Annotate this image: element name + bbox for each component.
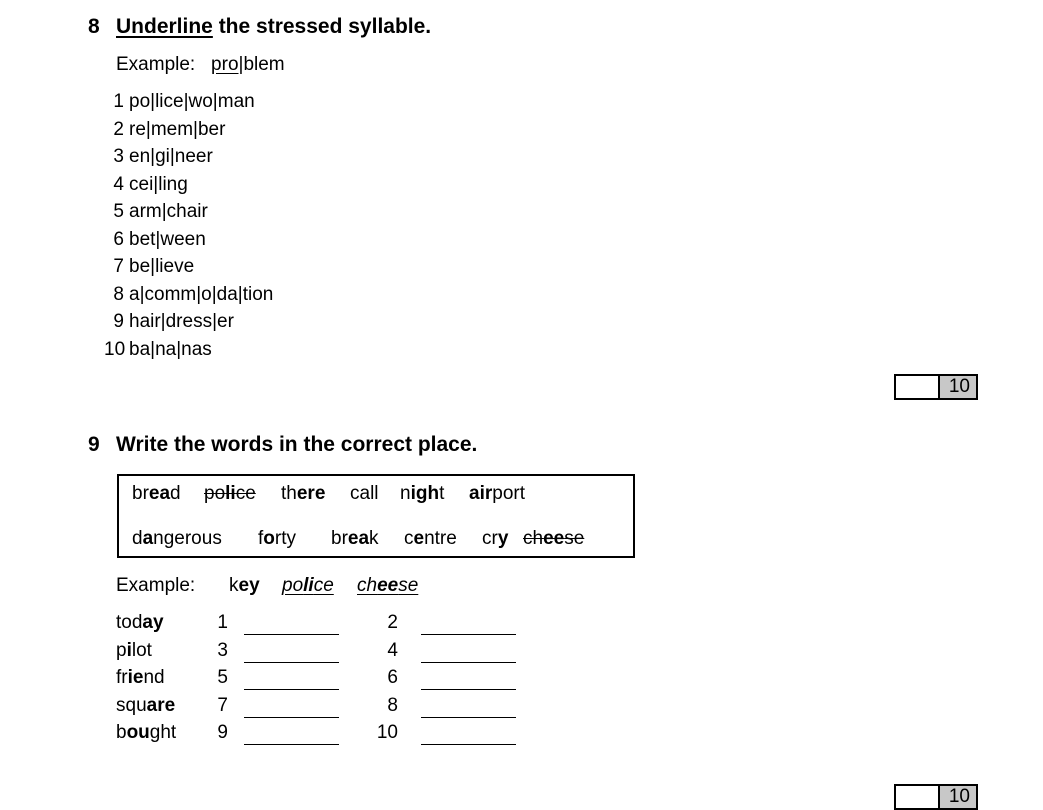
example-stressed: pro — [211, 54, 239, 75]
word-pre: b — [116, 722, 127, 743]
list-item — [104, 91, 404, 113]
word-bold: ea — [347, 528, 370, 549]
item-word[interactable]: bet|ween — [129, 228, 206, 250]
word-post: nd — [143, 667, 165, 688]
word-bold: are — [146, 694, 176, 716]
item-number: 4 — [113, 173, 124, 195]
list-item — [104, 174, 404, 196]
answer-blank[interactable] — [421, 634, 516, 635]
word-post: k — [369, 528, 379, 549]
word-pre: ch — [523, 528, 544, 549]
section-8-number: 8 — [88, 15, 100, 38]
item-number: 2 — [113, 118, 124, 140]
word-pre: po — [282, 575, 304, 596]
item-number: 8 — [113, 283, 124, 305]
item-number: 1 — [113, 91, 124, 112]
word — [116, 667, 165, 688]
item-number: 9 — [113, 311, 124, 332]
list-item — [104, 201, 404, 223]
word — [350, 483, 379, 504]
item-word[interactable]: a|comm|o|da|tion — [129, 283, 274, 305]
box-word — [132, 528, 222, 550]
example-label: Example: — [116, 575, 196, 596]
word-bold: ou — [126, 722, 150, 743]
word-bold: ea — [148, 483, 171, 504]
answer-number: 1 — [217, 612, 228, 633]
answer-number: 7 — [217, 694, 228, 716]
example-word — [357, 575, 418, 597]
word-post: rty — [274, 528, 296, 549]
word-pre: ch — [357, 575, 378, 596]
answer-number: 5 — [217, 667, 228, 688]
word-post: t — [439, 483, 445, 504]
word-pre: cr — [482, 528, 498, 549]
word-pre: th — [281, 483, 297, 504]
item-word[interactable]: be|lieve — [129, 256, 195, 277]
word-pre: p — [116, 639, 127, 661]
word-pre: fr — [116, 667, 128, 688]
answer-blank[interactable] — [244, 634, 339, 635]
answer-number: 6 — [387, 667, 398, 688]
word-bold: li — [225, 483, 236, 504]
word-bold: ie — [127, 667, 144, 688]
answer-number: 10 — [376, 722, 398, 743]
item-number: 7 — [113, 256, 124, 277]
word-pre: br — [331, 528, 348, 549]
word-bold: a — [142, 528, 154, 549]
word-post: ce — [235, 483, 256, 504]
section-9-example — [116, 575, 195, 597]
list-item — [104, 311, 404, 333]
section-8-title — [116, 15, 431, 39]
word — [469, 483, 525, 504]
word-bold: igh — [410, 483, 440, 504]
word — [282, 575, 334, 596]
box-word — [132, 483, 181, 505]
word-pre: n — [400, 483, 411, 504]
row-word — [116, 667, 165, 689]
word-bold: air — [469, 483, 493, 504]
word-bold: ey — [238, 575, 260, 596]
item-number: 6 — [113, 228, 124, 250]
word-pre: squ — [116, 694, 147, 716]
item-word[interactable]: ba|na|nas — [129, 338, 212, 360]
word-post: se — [398, 575, 419, 596]
answer-number: 4 — [387, 639, 398, 661]
list-item — [104, 339, 404, 361]
word-bold: ee — [377, 575, 399, 596]
box-word — [400, 483, 444, 505]
example-rest: |blem — [238, 54, 285, 75]
word — [258, 528, 296, 549]
list-item — [104, 119, 404, 141]
answer-number: 2 — [387, 612, 398, 633]
box-word — [482, 528, 508, 550]
word-post: ght — [149, 722, 177, 743]
answer-blank[interactable] — [421, 662, 516, 663]
word-pre: br — [132, 483, 149, 504]
word-post: se — [564, 528, 585, 549]
list-item — [104, 229, 404, 251]
word-post: lot — [131, 639, 152, 661]
word-pre: f — [258, 528, 264, 549]
score-total: 10 — [940, 376, 976, 398]
word — [229, 575, 260, 596]
row-word — [116, 612, 164, 634]
list-item — [104, 284, 404, 306]
word-post: d — [170, 483, 181, 504]
word — [331, 528, 379, 549]
box-word — [331, 528, 379, 550]
word-bold: o — [263, 528, 275, 549]
word — [281, 483, 325, 504]
word-bold: ere — [296, 483, 326, 504]
word-pre: tod — [116, 612, 143, 633]
item-word[interactable]: arm|chair — [129, 201, 208, 222]
word-post: ce — [313, 575, 334, 596]
word-pre: k — [229, 575, 239, 596]
score-input[interactable] — [896, 376, 940, 398]
answer-number: 3 — [217, 639, 228, 661]
title-rest: the stressed syllable. — [212, 15, 432, 38]
answer-number: 9 — [217, 722, 228, 743]
row-word — [116, 722, 176, 744]
word — [523, 528, 584, 549]
box-word — [404, 528, 457, 550]
word-post: ngerous — [153, 528, 222, 549]
word-post: ntre — [424, 528, 457, 549]
example-word — [229, 575, 260, 597]
word — [116, 612, 164, 633]
word — [482, 528, 508, 549]
word — [404, 528, 457, 549]
item-word[interactable]: en|gi|neer — [129, 146, 213, 167]
word-bold: y — [497, 528, 509, 549]
title-underlined: Underline — [116, 15, 213, 38]
word-post: port — [492, 483, 525, 504]
answer-blank[interactable] — [421, 744, 516, 745]
word-pre: call — [350, 483, 379, 504]
list-item — [104, 256, 404, 278]
word — [132, 483, 181, 504]
answer-blank[interactable] — [244, 744, 339, 745]
word-bold: li — [303, 575, 314, 596]
section-8-example — [116, 54, 285, 76]
word — [116, 640, 152, 661]
item-word[interactable]: cei|ling — [129, 173, 188, 195]
example-label: Example: — [116, 54, 196, 75]
word — [357, 575, 418, 596]
item-number: 3 — [113, 146, 124, 167]
word-pre: c — [404, 528, 414, 549]
list-item — [104, 146, 404, 168]
word — [132, 528, 222, 549]
answer-blank[interactable] — [421, 717, 516, 718]
item-number: 5 — [113, 201, 124, 222]
answer-blank[interactable] — [421, 689, 516, 690]
word — [116, 722, 176, 743]
row-word — [116, 640, 152, 662]
box-word — [258, 528, 296, 550]
item-word[interactable]: po|lice|wo|man — [129, 91, 255, 112]
box-word — [523, 528, 584, 550]
box-word — [281, 483, 325, 505]
answer-blank[interactable] — [244, 717, 339, 718]
item-word[interactable]: re|mem|ber — [129, 118, 226, 140]
word — [400, 483, 444, 504]
example-word — [282, 575, 334, 597]
answer-number: 8 — [387, 694, 398, 716]
score-box-9 — [894, 784, 978, 810]
word — [116, 695, 175, 716]
item-number: 10 — [104, 338, 126, 360]
score-box-8 — [894, 374, 978, 400]
word-bold: ee — [543, 528, 565, 549]
word-pre: d — [132, 528, 143, 549]
box-word — [350, 483, 379, 505]
word — [204, 483, 256, 504]
answer-blank[interactable] — [244, 662, 339, 663]
section-9-number: 9 — [88, 433, 100, 456]
word-bold: i — [126, 639, 132, 661]
score-input[interactable] — [896, 786, 940, 808]
word-bold: ay — [142, 612, 164, 633]
item-word[interactable]: hair|dress|er — [129, 311, 234, 332]
score-total: 10 — [940, 786, 976, 808]
box-word — [469, 483, 525, 505]
section-9-title: Write the words in the correct place. — [116, 433, 478, 456]
answer-blank[interactable] — [244, 689, 339, 690]
word-pre: po — [204, 483, 226, 504]
row-word — [116, 695, 175, 717]
word-bold: e — [413, 528, 425, 549]
box-word — [204, 483, 256, 505]
